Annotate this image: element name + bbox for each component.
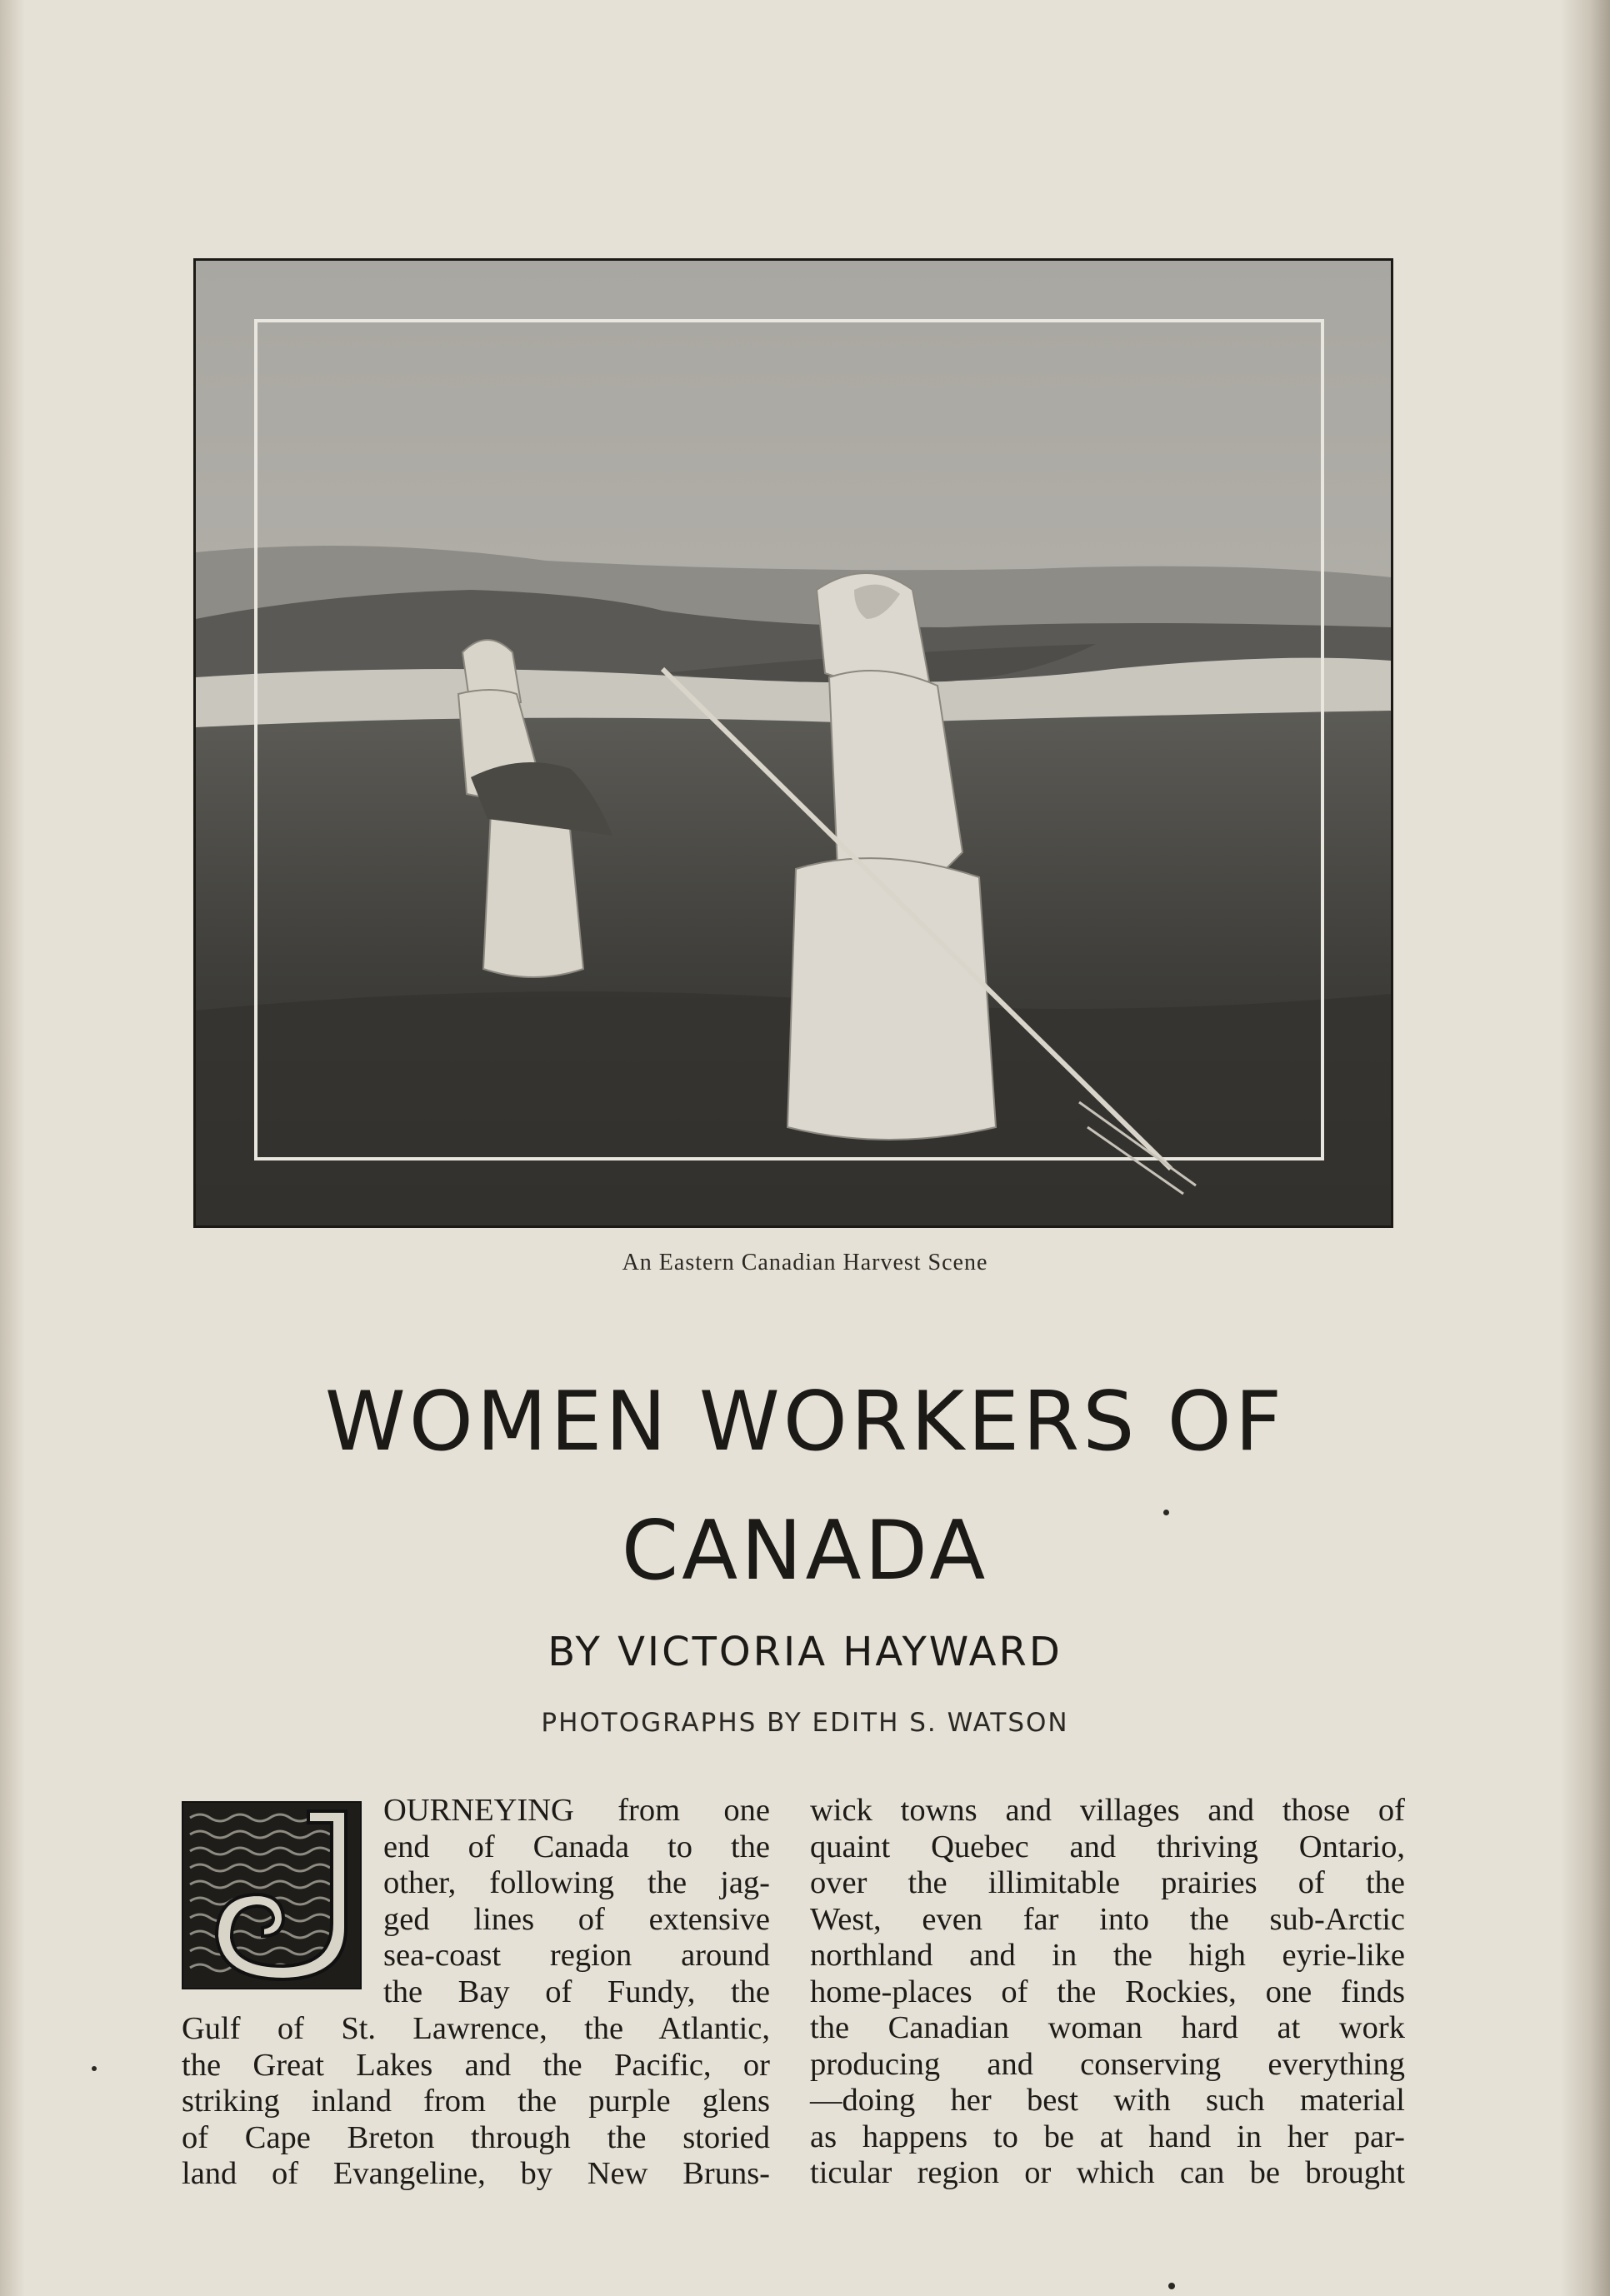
page-left-edge <box>0 0 25 2296</box>
text-line: end of Canada to the <box>383 1829 770 1864</box>
photo-caption: An Eastern Canadian Harvest Scene <box>622 1250 988 1275</box>
text-line: ticular region or which can be brought <box>810 2155 1405 2190</box>
harvest-photograph <box>193 258 1393 1228</box>
text-line: quaint Quebec and thriving Ontario, <box>810 1829 1405 1864</box>
text-line: of Cape Breton through the storied <box>182 2119 770 2155</box>
text-line: home-places of the Rockies, one finds <box>810 1974 1405 2009</box>
text-line: —doing her best with such material <box>810 2083 1405 2118</box>
text-line: other, following the jag- <box>383 1865 770 1900</box>
text-line: sea-coast region around <box>383 1938 770 1973</box>
text-line: West, even far into the sub-Arctic <box>810 1901 1405 1937</box>
text-line: as happens to be at hand in her par- <box>810 2119 1405 2154</box>
photo-credit: PHOTOGRAPHS BY EDITH S. WATSON <box>541 1708 1069 1738</box>
article-title-line2: CANADA <box>621 1504 989 1599</box>
author-byline: BY VICTORIA HAYWARD <box>548 1629 1062 1675</box>
text-line: wick towns and villages and those of <box>810 1793 1405 1828</box>
print-speck <box>1168 2283 1175 2289</box>
column2 <box>810 1793 1405 2192</box>
text-line: producing and conserving everything <box>810 2046 1405 2082</box>
text-line: over the illimitable prairies of the <box>810 1865 1405 1900</box>
print-speck <box>92 2066 97 2071</box>
drop-cap-initial <box>182 1801 362 1989</box>
text-line: Gulf of St. Lawrence, the Atlantic, <box>182 2011 770 2046</box>
print-speck <box>1163 1510 1169 1515</box>
column1-beside-cap <box>383 1793 770 2010</box>
column1-below-cap <box>182 2011 770 2193</box>
text-line: northland and in the high eyrie-like <box>810 1938 1405 1973</box>
text-line: the Canadian woman hard at work <box>810 2010 1405 2045</box>
page-gutter-shadow <box>1560 0 1610 2296</box>
text-line: ged lines of extensive <box>383 1901 770 1937</box>
text-line: land of Evangeline, by New Bruns- <box>182 2156 770 2191</box>
text-line: the Great Lakes and the Pacific, or <box>182 2047 770 2083</box>
text-line: the Bay of Fundy, the <box>383 1974 770 2009</box>
text-line: OURNEYING from one <box>383 1793 770 1828</box>
text-line: striking inland from the purple glens <box>182 2084 770 2119</box>
article-title-line1: WOMEN WORKERS OF <box>324 1375 1286 1470</box>
